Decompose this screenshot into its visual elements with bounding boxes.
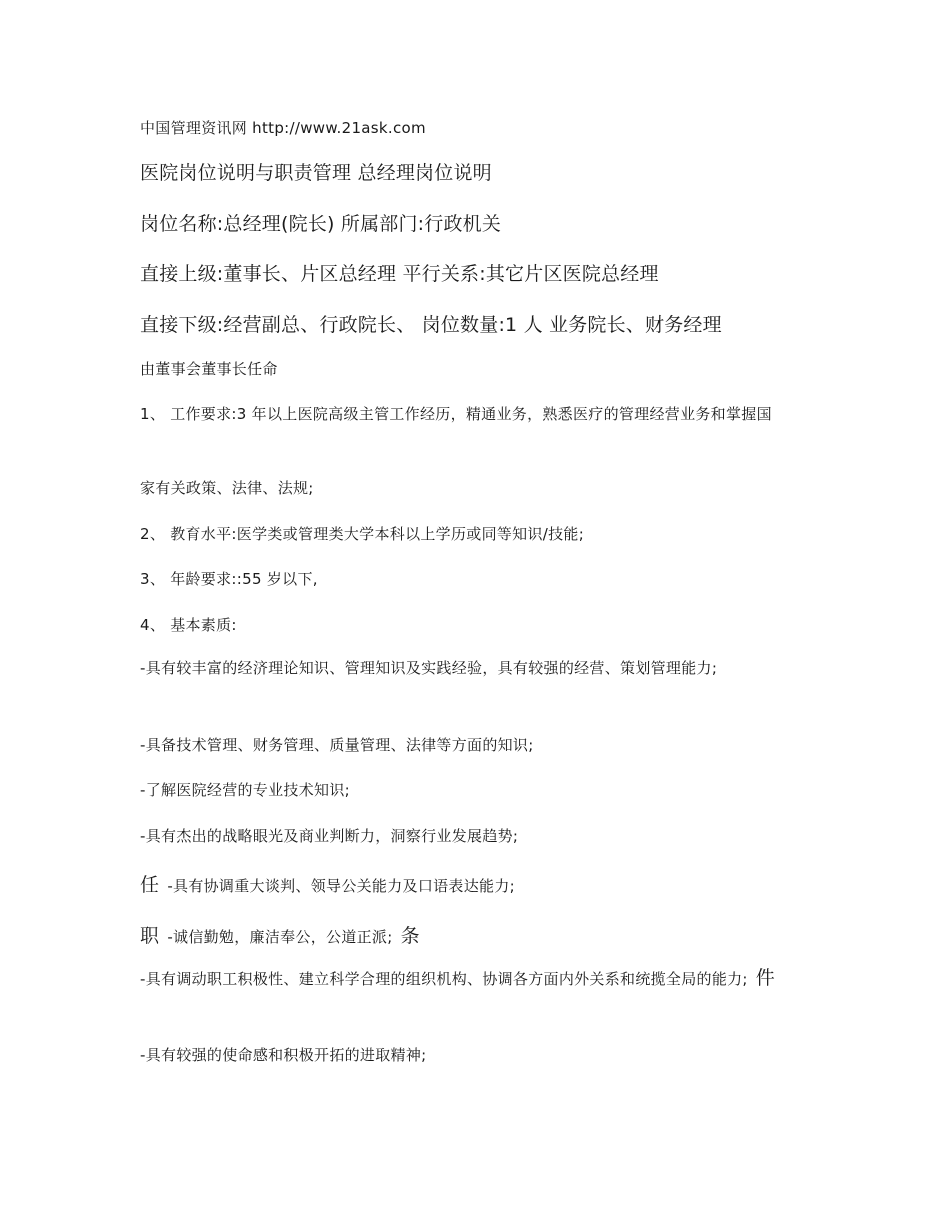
margin-char-jian: 件 bbox=[755, 967, 776, 989]
quality-6: -诚信勤勉，廉洁奉公，公道正派; bbox=[167, 928, 393, 946]
quality-5-row bbox=[140, 870, 515, 897]
source-header: 中国管理资讯网 http://www.21ask.com bbox=[140, 119, 426, 137]
quality-7-block bbox=[140, 965, 810, 992]
quality-5: -具有协调重大谈判、领导公关能力及口语表达能力; bbox=[167, 877, 515, 895]
margin-char-zhi: 职 bbox=[140, 925, 160, 947]
quality-3: -了解医院经营的专业技术知识; bbox=[140, 781, 350, 799]
requirement-2: 2、 教育水平:医学类或管理类大学本科以上学历或同等知识/技能; bbox=[140, 525, 585, 543]
quality-4: -具有杰出的战略眼光及商业判断力，洞察行业发展趋势; bbox=[140, 827, 519, 845]
document-title: 医院岗位说明与职责管理 总经理岗位说明 bbox=[140, 162, 492, 184]
appointment-text: 由董事会董事长任命 bbox=[140, 360, 278, 378]
margin-char-tiao: 条 bbox=[400, 925, 420, 947]
requirement-4: 4、 基本素质: bbox=[140, 616, 237, 634]
quality-8: -具有较强的使命感和积极开拓的进取精神; bbox=[140, 1046, 427, 1064]
quality-6-row bbox=[140, 921, 420, 948]
quality-7: -具有调动职工积极性、建立科学合理的组织机构、协调各方面内外关系和统揽全局的能力; bbox=[140, 970, 748, 988]
quality-2: -具备技术管理、财务管理、质量管理、法律等方面的知识; bbox=[140, 736, 534, 754]
requirement-3: 3、 年龄要求::55 岁以下, bbox=[140, 570, 318, 588]
margin-char-ren: 任 bbox=[140, 874, 160, 896]
info-position-dept: 岗位名称:总经理(院长) 所属部门:行政机关 bbox=[140, 213, 502, 235]
requirement-1: 1、 工作要求:3 年以上医院高级主管工作经历，精通业务，熟悉医疗的管理经营业务和掌握国 bbox=[140, 405, 772, 423]
quality-1: -具有较丰富的经济理论知识、管理知识及实践经验，具有较强的经营、策划管理能力; bbox=[140, 659, 718, 677]
info-superior-peer: 直接上级:董事长、片区总经理 平行关系:其它片区医院总经理 bbox=[140, 263, 659, 285]
requirement-1-continued: 家有关政策、法律、法规; bbox=[140, 479, 314, 497]
info-subordinate-count: 直接下级:经营副总、行政院长、 岗位数量:1 人 业务院长、财务经理 bbox=[140, 314, 722, 336]
